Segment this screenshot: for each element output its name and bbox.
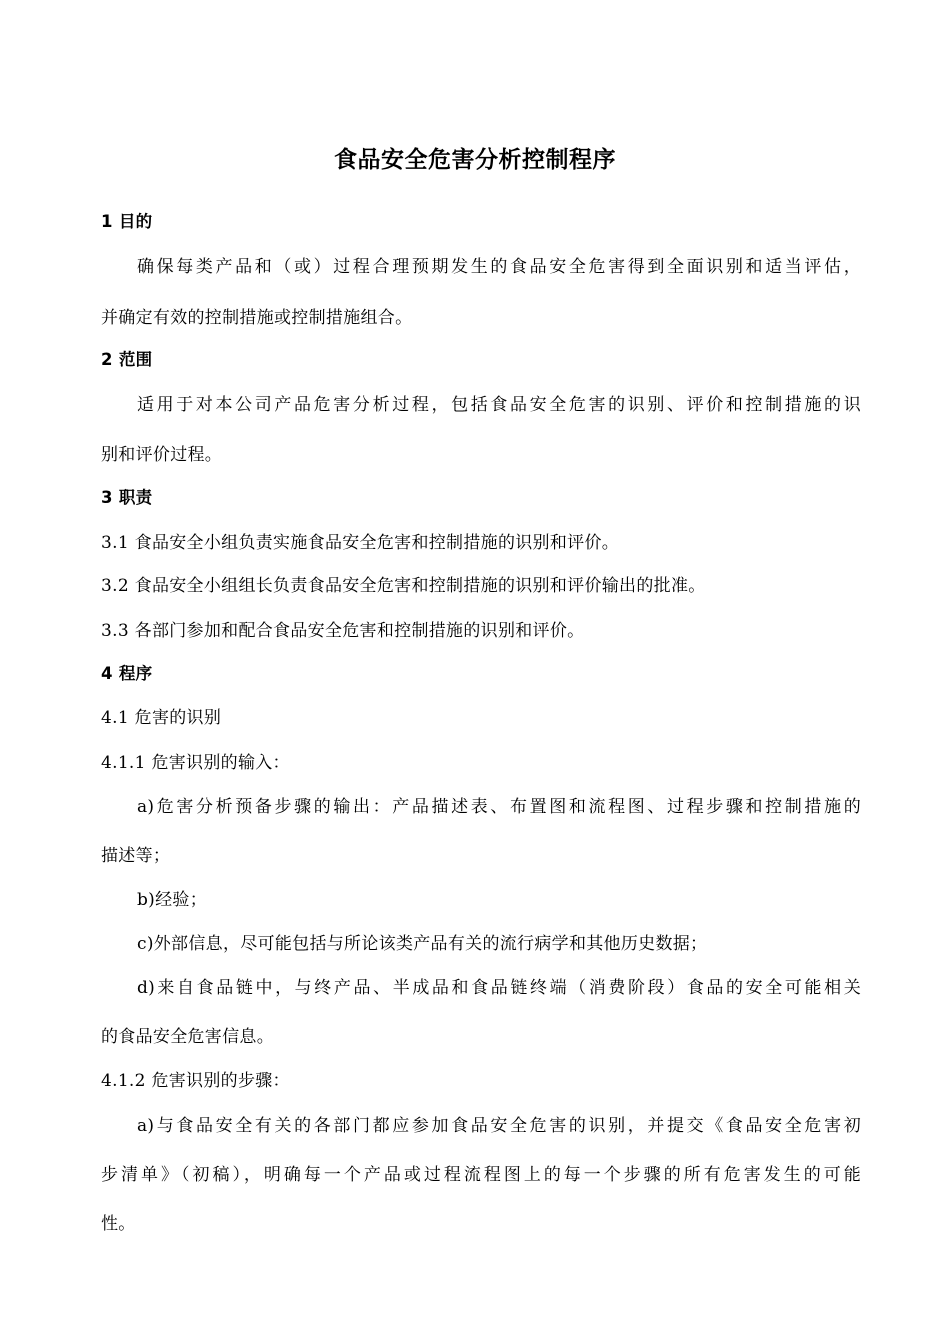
section-3-heading: 3 职责 — [101, 488, 153, 507]
section-2-paragraph-line-1: 适用于对本公司产品危害分析过程，包括食品安全危害的识别、评价和控制措施的识 — [137, 395, 861, 415]
section-4-1: 4.1 危害的识别 — [101, 708, 222, 728]
item-4-1-1-c: c)外部信息，尽可能包括与所论该类产品有关的流行病学和其他历史数据； — [137, 934, 708, 954]
item-4-1-2-a-line-2: 步清单》（初稿），明确每一个产品或过程流程图上的每一个步骤的所有危害发生的可能 — [101, 1165, 861, 1185]
section-4-1-1: 4.1.1 危害识别的输入： — [101, 753, 290, 773]
item-4-1-2-a-line-1: a)与食品安全有关的各部门都应参加食品安全危害的识别，并提交《食品安全危害初 — [137, 1116, 861, 1136]
section-3-3: 3.3 各部门参加和配合食品安全危害和控制措施的识别和评价。 — [101, 621, 585, 641]
section-1-heading: 1 目的 — [101, 212, 153, 231]
section-4-heading: 4 程序 — [101, 664, 153, 683]
item-4-1-2-a-line-3: 性。 — [101, 1214, 136, 1234]
section-3-2: 3.2 食品安全小组组长负责食品安全危害和控制措施的识别和评价输出的批准。 — [101, 576, 706, 596]
section-4-1-2: 4.1.2 危害识别的步骤： — [101, 1071, 290, 1091]
section-2-heading: 2 范围 — [101, 350, 153, 369]
item-4-1-1-b: b)经验； — [137, 890, 208, 910]
section-1-paragraph-line-2: 并确定有效的控制措施或控制措施组合。 — [101, 308, 413, 328]
document-title: 食品安全危害分析控制程序 — [334, 147, 616, 173]
item-4-1-1-a-line-1: a)危害分析预备步骤的输出：产品描述表、布置图和流程图、过程步骤和控制措施的 — [137, 797, 861, 817]
section-2-paragraph-line-2: 别和评价过程。 — [101, 445, 223, 465]
item-4-1-1-d-line-2: 的食品安全危害信息。 — [101, 1027, 274, 1047]
section-3-1: 3.1 食品安全小组负责实施食品安全危害和控制措施的识别和评价。 — [101, 533, 620, 553]
item-4-1-1-a-line-2: 描述等； — [101, 846, 171, 866]
item-4-1-1-d-line-1: d)来自食品链中，与终产品、半成品和食品链终端（消费阶段）食品的安全可能相关 — [137, 978, 861, 998]
section-1-paragraph-line-1: 确保每类产品和（或）过程合理预期发生的食品安全危害得到全面识别和适当评估， — [137, 257, 861, 277]
